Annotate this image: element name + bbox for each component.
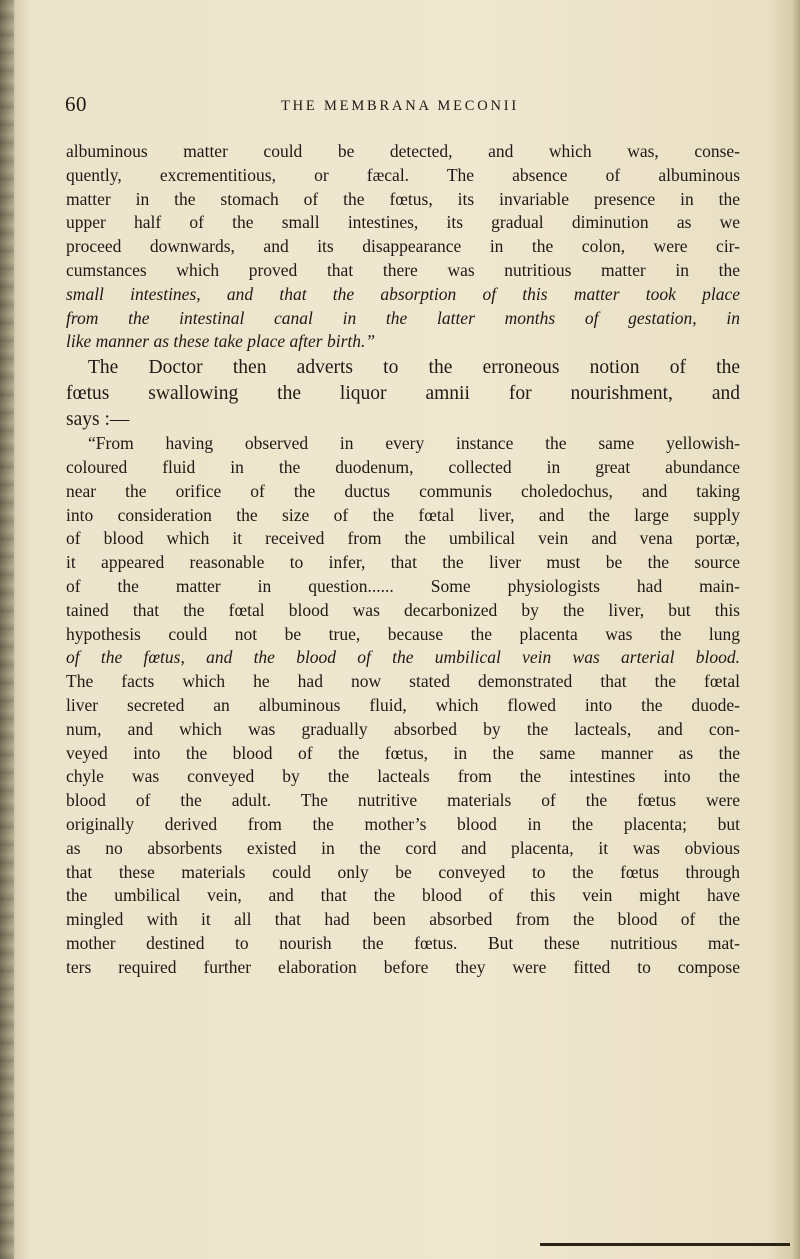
- page-number: 60: [65, 92, 87, 116]
- text-line: chyle was conveyed by the lacteals from the intestines into the: [66, 766, 740, 787]
- text-line: albuminous matter could be detected, and which was, conse-: [66, 141, 740, 161]
- text-line: proceed downwards, and its disappearance in the colon, were cir-: [66, 236, 740, 257]
- text-line: says :—: [66, 409, 130, 431]
- text-line: small intestines, and that the absorption of this matter took place: [66, 283, 740, 304]
- text-line: mother destined to nourish the fœtus. But these nutritious mat-: [66, 932, 740, 953]
- text-line: like manner as these take place after birth.”: [66, 331, 376, 352]
- text-line: tained that the fœtal blood was decarbonized by the liver, but this: [66, 599, 740, 620]
- text-line: it appeared reasonable to infer, that the liver must be the source: [66, 552, 740, 573]
- text-line: of blood which it received from the umbilical vein and vena portæ,: [66, 528, 740, 549]
- text-line: of the fœtus, and the blood of the umbilical vein was arterial blood.: [66, 647, 740, 668]
- text-line: cumstances which proved that there was nutritious matter in the: [66, 259, 740, 280]
- text-line: The facts which he had now stated demonstrated that the fœtal: [66, 671, 740, 692]
- text-line: coloured fluid in the duodenum, collected in great abundance: [66, 456, 740, 477]
- text-line: liver secreted an albuminous fluid, which flowed into the duode-: [66, 694, 740, 715]
- text-line: veyed into the blood of the fœtus, in the same manner as the: [66, 742, 740, 763]
- running-head: THE MEMBRANA MECONII: [280, 98, 520, 114]
- text-line: “From having observed in every instance the same yellowish-: [88, 433, 740, 454]
- text-line: quently, excrementitious, or fæcal. The absence of albuminous: [66, 164, 740, 185]
- text-line: as no absorbents existed in the cord and placenta, it was obvious: [66, 837, 740, 858]
- text-line: originally derived from the mother’s blood in the placenta; but: [66, 813, 740, 834]
- spine-shadow: [0, 0, 14, 1259]
- text-line: from the intestinal canal in the latter months of gestation, in: [66, 307, 740, 328]
- text-line: hypothesis could not be true, because the placenta was the lung: [66, 623, 740, 644]
- text-line: matter in the stomach of the fœtus, its invariable presence in the: [66, 188, 740, 209]
- bottom-rule: [540, 1243, 790, 1246]
- text-line: into consideration the size of the fœtal liver, and the large supply: [66, 504, 740, 525]
- body-text: [66, 140, 740, 980]
- text-line: ters required further elaboration before they were fitted to compose: [66, 956, 740, 977]
- text-line: num, and which was gradually absorbed by the lacteals, and con-: [66, 718, 740, 739]
- text-line: that these materials could only be conveyed to the fœtus through: [66, 861, 740, 882]
- text-line: the umbilical vein, and that the blood of this vein might have: [66, 885, 740, 906]
- text-line: near the orifice of the ductus communis choledochus, and taking: [66, 480, 740, 501]
- text-line: blood of the adult. The nutritive materials of the fœtus were: [66, 790, 740, 811]
- text-line: of the matter in question...... Some physiologists had main-: [66, 575, 740, 596]
- text-line: upper half of the small intestines, its gradual diminution as we: [66, 212, 740, 233]
- text-line: mingled with it all that had been absorbed from the blood of the: [66, 909, 740, 930]
- text-line: The Doctor then adverts to the erroneous notion of the: [88, 357, 740, 379]
- text-line: fœtus swallowing the liquor amnii for nourishment, and: [66, 383, 740, 405]
